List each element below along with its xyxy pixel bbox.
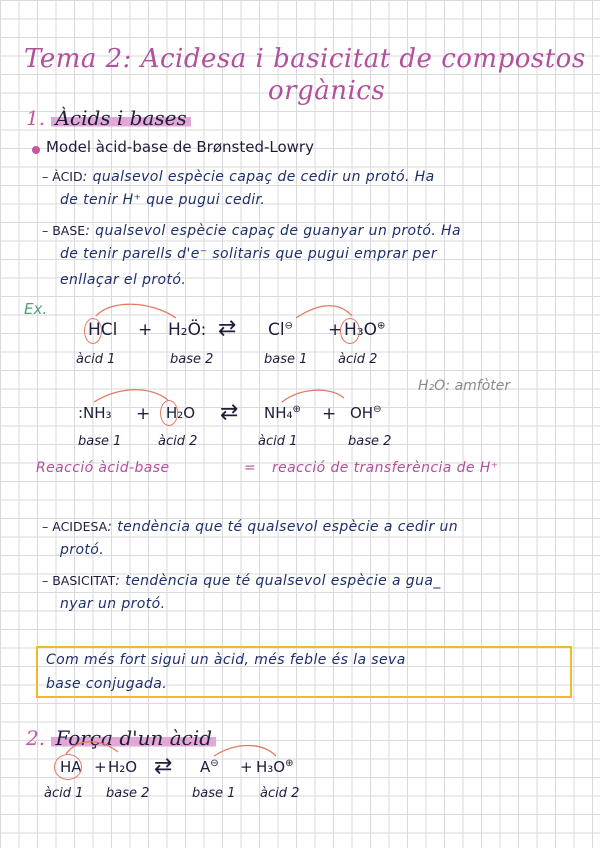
model-label: Model àcid-base de Brønsted-Lowry	[46, 138, 314, 156]
eq1-product-1-formula: Cl	[268, 320, 285, 340]
acidity-definition-line2: protó.	[60, 542, 105, 558]
acid-definition-line1: – ÀCID: qualsevol espècie capaç de cedir un protó. Ha	[42, 169, 435, 185]
base-definition-line1: – BASE: qualsevol espècie capaç de guanyar un protó. Ha	[42, 223, 461, 239]
eq2-product-2-formula: OH	[350, 404, 374, 422]
eq3-label-2: base 2	[106, 786, 150, 801]
eq3-label-1: àcid 1	[44, 786, 84, 801]
eq1-reactant-2: H₂Ö:	[168, 320, 207, 340]
eq1-arrow-left	[96, 304, 176, 318]
section-2-number: 2.	[26, 726, 46, 750]
section-1-title: Àcids i bases	[51, 106, 190, 130]
eq3-product-2-formula: H₃O	[256, 758, 286, 776]
eq2-equilibrium-arrow: ⇄	[220, 400, 239, 425]
eq3-plus-1: +	[94, 758, 107, 776]
eq2-product-1-charge: ⊕	[292, 404, 301, 415]
eq3-product-1-formula: A	[200, 758, 211, 776]
reaction-acid-base: Reacció àcid-base	[36, 460, 170, 476]
basicity-definition-line2: nyar un protó.	[60, 596, 166, 612]
eq1-label-4: àcid 2	[338, 352, 378, 367]
eq3-label-3: base 1	[192, 786, 236, 801]
eq1-arrow-right	[296, 306, 352, 318]
eq3-arrow-left	[66, 742, 118, 754]
eq3-product-1-charge: ⊖	[210, 758, 219, 769]
page-title-line1: Tema 2: Acidesa i basicitat de compostos	[24, 44, 586, 74]
eq1-plus-2: +	[328, 320, 343, 340]
eq3-plus-2: +	[240, 758, 253, 776]
page-title-line2: orgànics	[268, 76, 386, 106]
section-2-title: Força d'un àcid	[51, 726, 216, 750]
eq2-reactant-2: H₂O	[166, 404, 196, 422]
base-definition-line3: enllaçar el protó.	[60, 272, 187, 288]
section-1-number: 1.	[26, 106, 46, 130]
eq1-label-3: base 1	[264, 352, 308, 367]
eq1-product-2-formula: H₃O	[344, 320, 377, 340]
reaction-equals: =	[244, 460, 257, 476]
base-label: BASE	[52, 223, 86, 238]
eq2-arrow-right	[282, 390, 344, 402]
eq2-label-2: àcid 2	[158, 434, 198, 449]
amphoteric-note: H₂O: amfòter	[418, 378, 511, 394]
eq1-plus-1: +	[138, 320, 153, 340]
reaction-proton-transfer: reacció de transferència de H⁺	[272, 460, 499, 476]
eq2-product-2-charge: ⊖	[373, 404, 382, 415]
acidity-text-1: : tendència que té qualsevol espècie a cedir un	[107, 519, 458, 535]
eq2-label-1: base 1	[78, 434, 122, 449]
key-concept-line2: base conjugada.	[46, 676, 168, 692]
key-concept-line1: Com més fort sigui un àcid, més feble és la seva	[46, 652, 406, 668]
acidity-label: ACIDESA	[52, 519, 108, 534]
eq3-arrow-right	[214, 746, 276, 757]
eq2-label-4: base 2	[348, 434, 392, 449]
eq2-plus-2: +	[322, 404, 337, 424]
basicity-definition-line1: – BASICITAT: tendència que té qualsevol espècie a gua_	[42, 573, 441, 589]
eq1-product-2-charge: ⊕	[376, 320, 386, 332]
eq1-label-2: base 2	[170, 352, 214, 367]
eq2-reactant-1: :NH₃	[78, 404, 112, 422]
acid-text-1: : qualsevol espècie capaç de cedir un protó. Ha	[82, 169, 435, 185]
eq2-arrow-left	[94, 390, 168, 402]
eq1-product-1-charge: ⊖	[284, 320, 293, 332]
acidity-definition-line1: – ACIDESA: tendència que té qualsevol espècie a cedir un	[42, 519, 458, 535]
eq1-label-1: àcid 1	[76, 352, 116, 367]
basicity-label: BASICITAT	[52, 573, 116, 588]
base-definition-line2: de tenir parells d'e⁻ solitaris que pugui emprar per	[60, 246, 438, 262]
acid-definition-line2: de tenir H⁺ que pugui cedir.	[60, 192, 266, 208]
eq3-reactant-1: HA	[60, 758, 82, 776]
eq2-label-3: àcid 1	[258, 434, 298, 449]
basicity-text-1: : tendència que té qualsevol espècie a gua_	[115, 573, 441, 589]
eq1-equilibrium-arrow: ⇄	[218, 316, 237, 341]
acid-label: ÀCID	[52, 169, 83, 184]
eq3-product-2-charge: ⊕	[285, 758, 294, 769]
eq3-reactant-2: H₂O	[108, 758, 138, 776]
base-text-1: : qualsevol espècie capaç de guanyar un protó. Ha	[85, 223, 461, 239]
example-label: Ex.	[24, 300, 48, 318]
eq3-equilibrium-arrow: ⇄	[154, 754, 173, 779]
eq2-plus-1: +	[136, 404, 151, 424]
eq1-reactant-1: HCl	[88, 320, 118, 340]
eq2-product-1-formula: NH₄	[264, 404, 293, 422]
eq3-label-4: àcid 2	[260, 786, 300, 801]
